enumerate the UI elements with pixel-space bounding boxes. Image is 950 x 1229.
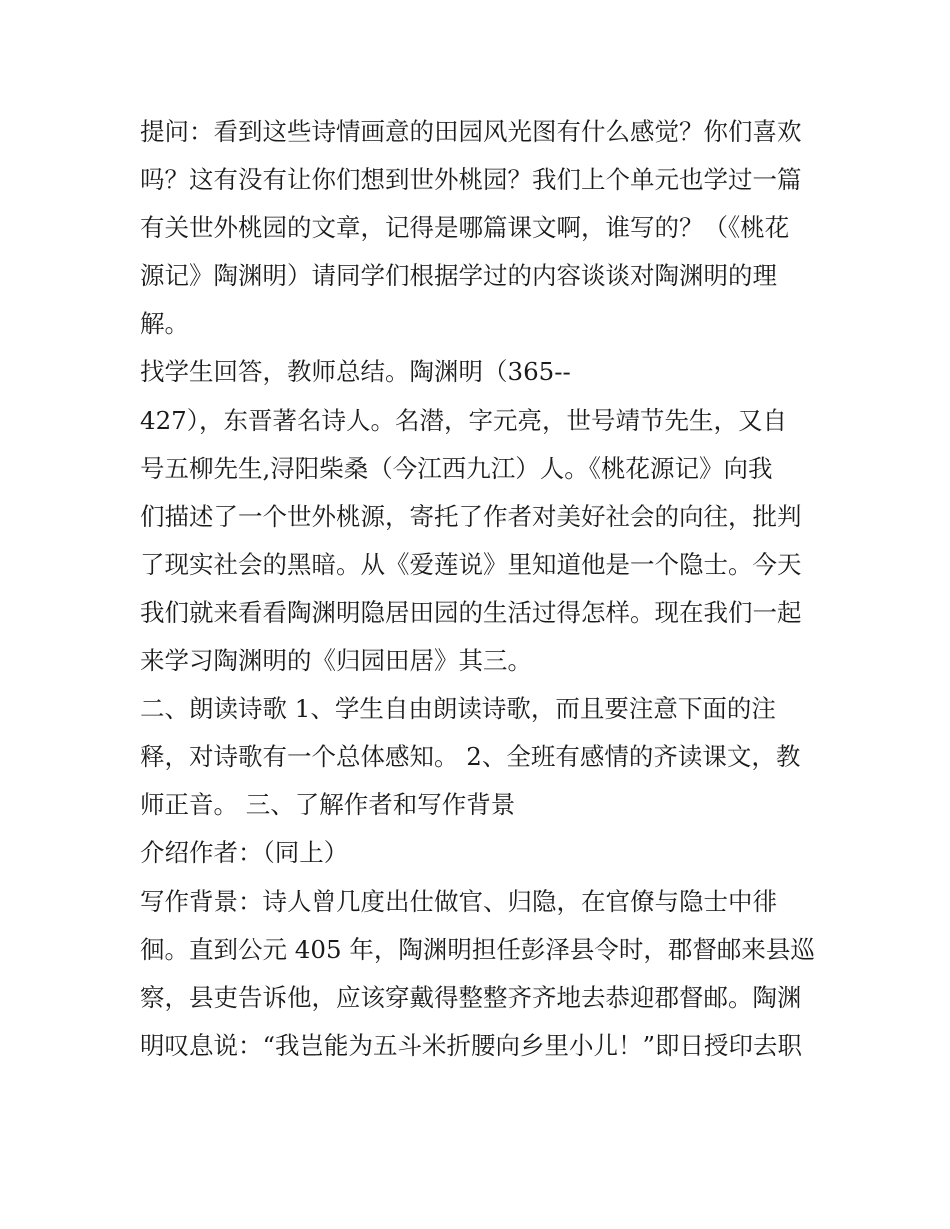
- text-line: 源记》陶渊明）请同学们根据学过的内容谈谈对陶渊明的理: [140, 261, 777, 291]
- text-line: 我们就来看看陶渊明隐居田园的生活过得怎样。现在我们一起: [140, 597, 802, 627]
- text-line: 找学生回答，教师总结。陶渊明（365--: [140, 357, 571, 387]
- text-line: 二、朗读诗歌 1、学生自由朗读诗歌，而且要注意下面的注: [140, 694, 776, 724]
- text-line: 介绍作者：（同上）: [140, 838, 349, 868]
- text-line: 来学习陶渊明的《归园田居》其三。: [140, 646, 532, 676]
- text-line: 写作背景：诗人曾几度出仕做官、归隐，在官僚与隐士中徘: [140, 886, 777, 916]
- text-line: 察，县吏告诉他，应该穿戴得整整齐齐地去恭迎郡督邮。陶渊: [140, 982, 802, 1012]
- text-line: 427），东晋著名诗人。名潜，字元亮，世号靖节先生，又自: [140, 405, 788, 435]
- text-line: 们描述了一个世外桃源，寄托了作者对美好社会的向往，批判: [140, 501, 802, 531]
- text-line: 徊。直到公元 405 年，陶渊明担任彭泽县令时，郡督邮来县巡: [140, 934, 815, 964]
- text-line: 吗？这有没有让你们想到世外桃园？我们上个单元也学过一篇: [140, 165, 802, 195]
- text-line: 号五柳先生,浔阳柴桑（今江西九江）人。《桃花源记》向我: [140, 453, 773, 483]
- text-line: 明叹息说：“我岂能为五斗米折腰向乡里小儿！”即日授印去职: [140, 1030, 803, 1060]
- text-line: 师正音。 三、了解作者和写作背景: [140, 790, 516, 820]
- body-text: [140, 108, 820, 1070]
- text-line: 提问：看到这些诗情画意的田园风光图有什么感觉？你们喜欢: [140, 117, 802, 146]
- text-line: 了现实社会的黑暗。从《爱莲说》里知道他是一个隐士。今天: [140, 549, 802, 579]
- text-line: 有关世外桃园的文章，记得是哪篇课文啊，谁写的？（《桃花: [140, 213, 790, 243]
- text-line: 释，对诗歌有一个总体感知。 2、全班有感情的齐读课文，教: [140, 742, 801, 772]
- text-line: 解。: [140, 309, 189, 339]
